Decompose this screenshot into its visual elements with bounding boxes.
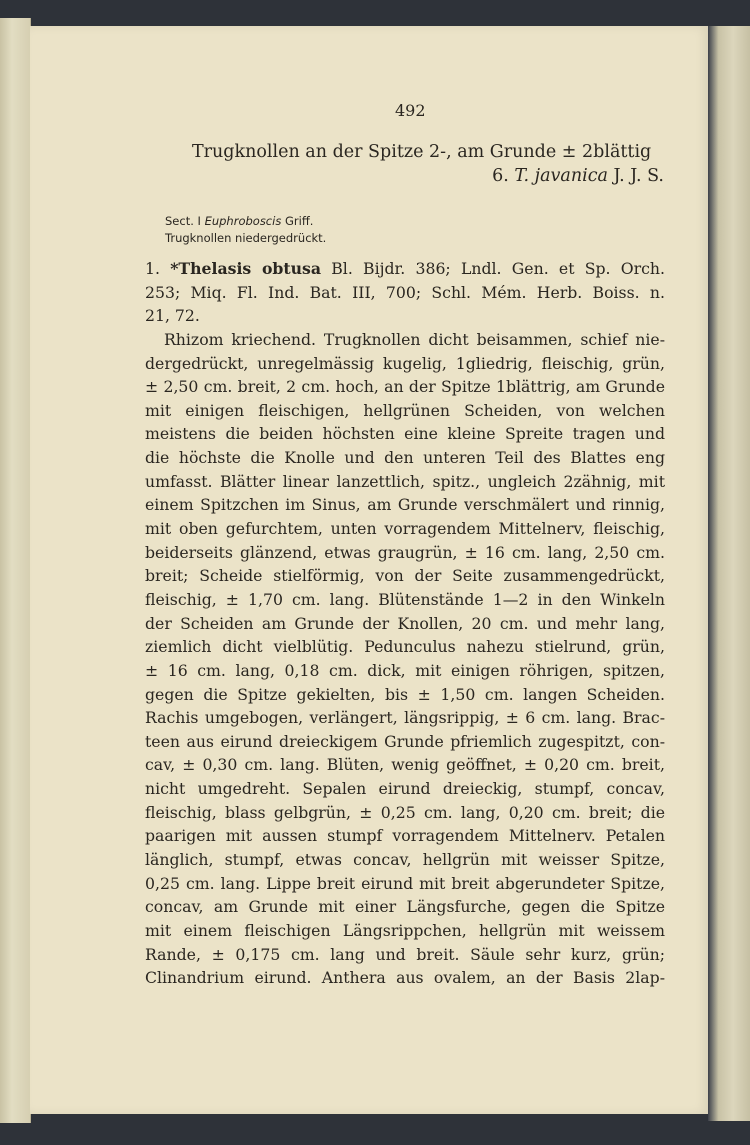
- text-line: mit einem fleischigen Längsrippchen, hellgrün mit weissem: [145, 920, 665, 940]
- text-line: teen aus eirund dreieckigem Grunde pfriemlich zugespitzt, con-: [145, 731, 665, 751]
- text-line: gegen die Spitze gekielten, bis ± 1,50 cm. langen Scheiden.: [145, 684, 665, 704]
- description-paragraph: [145, 328, 665, 990]
- text-line: dergedrückt, unregelmässig kugelig, 1gliedrig, fleischig, grün,: [145, 353, 665, 373]
- section-name: Euphroboscis: [204, 214, 282, 228]
- text-line: mit einigen fleischigen, hellgrünen Scheiden, von welchen: [145, 400, 665, 420]
- species-ref-name: T. javanica: [514, 166, 608, 186]
- citation-line: 253; Miq. Fl. Ind. Bat. III, 700; Schl. Mém. Herb. Boiss. n.: [145, 282, 665, 302]
- text-line: die höchste die Knolle und den unteren Teil des Blattes eng: [145, 448, 665, 468]
- text-line: ziemlich dicht vielblütig. Pedunculus nahezu stielrund, grün,: [145, 637, 665, 657]
- text-line: der Scheiden am Grunde der Knollen, 20 cm. und mehr lang,: [145, 613, 665, 633]
- key-species-reference: [492, 166, 664, 186]
- text-line: beiderseits glänzend, etwas graugrün, ± 16 cm. lang, 2,50 cm.: [145, 542, 665, 562]
- text-line: mit oben gefurchtem, unten vorragendem Mittelnerv, fleischig,: [145, 519, 665, 539]
- text-line: ± 2,50 cm. breit, 2 cm. hoch, an der Spitze 1blättrig, am Grunde: [145, 377, 665, 397]
- section-subtitle: Trugknollen niedergedrückt.: [165, 231, 327, 245]
- key-heading-line: Trugknollen an der Spitze 2-, am Grunde ± 2blättig: [192, 142, 652, 162]
- species-entry: [145, 257, 665, 990]
- text-line: einem Spitzchen im Sinus, am Grunde verschmälert und rinnig,: [145, 495, 665, 515]
- book-binding: [0, 18, 31, 1123]
- text-line: Clinandrium eirund. Anthera aus ovalem, an der Basis 2lap-: [145, 968, 665, 988]
- text-line: 0,25 cm. lang. Lippe breit eirund mit breit abgerundeter Spitze,: [145, 873, 665, 893]
- page-stack-edge: [708, 26, 750, 1121]
- text-line: concav, am Grunde mit einer Längsfurche, gegen die Spitze: [145, 897, 665, 917]
- text-line: länglich, stumpf, etwas concav, hellgrün mit weisser Spitze,: [145, 850, 665, 870]
- section-authority: Griff.: [281, 214, 314, 228]
- entry-citation-start: Bl. Bijdr. 386; Lndl. Gen. et Sp. Orch.: [321, 259, 665, 278]
- species-ref-authors: J. J. S.: [607, 166, 664, 186]
- entry-lead-line: [145, 257, 665, 281]
- species-name: *Thelasis obtusa: [170, 259, 322, 278]
- text-line: fleischig, ± 1,70 cm. lang. Blütenstände 1—2 in den Winkeln: [145, 589, 665, 609]
- species-ref-prefix: 6.: [492, 166, 515, 186]
- citation-lines: [145, 281, 665, 328]
- text-line: Rhizom kriechend. Trugknollen dicht beisammen, schief nie-: [164, 329, 665, 349]
- text-line: ± 16 cm. lang, 0,18 cm. dick, mit einigen röhrigen, spitzen,: [145, 660, 665, 680]
- section-title: [165, 214, 313, 228]
- text-line: breit; Scheide stielförmig, von der Seite zusammengedrückt,: [145, 566, 665, 586]
- text-line: paarigen mit aussen stumpf vorragendem Mittelnerv. Petalen: [145, 826, 665, 846]
- citation-line: 21, 72.: [145, 306, 200, 326]
- section-prefix: Sect. I: [165, 214, 205, 228]
- text-line: umfasst. Blätter linear lanzettlich, spitz., ungleich 2zähnig, mit: [145, 471, 665, 491]
- text-line: meistens die beiden höchsten eine kleine Spreite tragen und: [145, 424, 665, 444]
- entry-number: 1.: [145, 259, 171, 278]
- text-line: Rande, ± 0,175 cm. lang und breit. Säule sehr kurz, grün;: [145, 944, 665, 964]
- text-line: cav, ± 0,30 cm. lang. Blüten, wenig geöffnet, ± 0,20 cm. breit,: [145, 755, 665, 775]
- text-line: fleischig, blass gelbgrün, ± 0,25 cm. lang, 0,20 cm. breit; die: [145, 802, 665, 822]
- page-number: 492: [395, 101, 426, 120]
- text-line: Rachis umgebogen, verlängert, längsrippig, ± 6 cm. lang. Brac-: [145, 708, 665, 728]
- text-line: nicht umgedreht. Sepalen eirund dreieckig, stumpf, concav,: [145, 779, 665, 799]
